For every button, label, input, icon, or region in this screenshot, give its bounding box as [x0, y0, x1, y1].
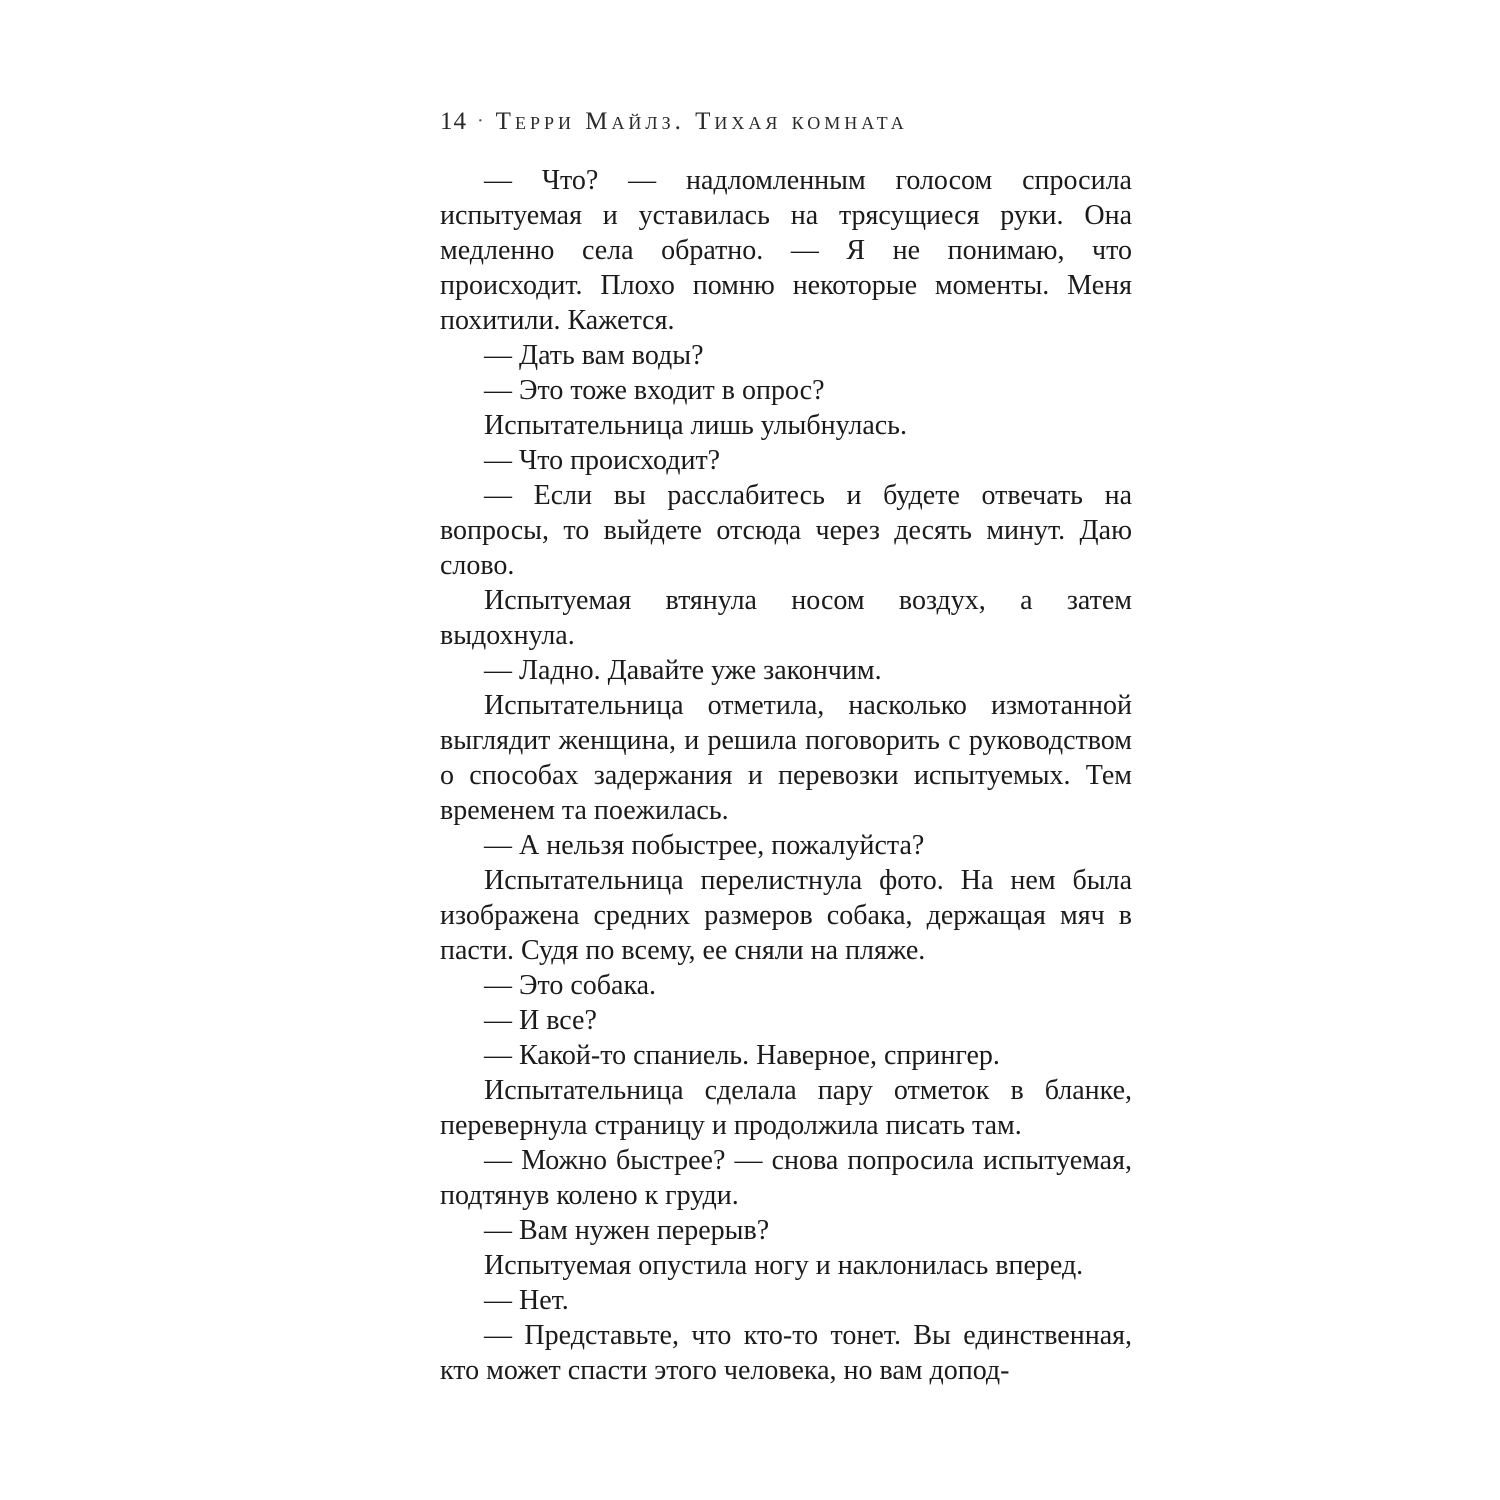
paragraph: — Это собака.	[484, 970, 657, 1001]
paragraph: — Нет.	[484, 1285, 569, 1316]
paragraph: — Можно быстрее? — снова попросила испытуемая, подтянув колено к груди.	[440, 1145, 1132, 1211]
page-header	[440, 108, 1132, 136]
paragraph: — Это тоже входит в опрос?	[484, 375, 825, 406]
paragraph: — А нельзя побыстрее, пожалуйста?	[484, 830, 925, 861]
running-title: Терри Майлз. Тихая комната	[495, 108, 908, 135]
page-number: 14	[440, 108, 467, 135]
paragraph: Испытуемая втянула носом воздух, а затем выдохнула.	[440, 585, 1132, 651]
paragraph: Испытуемая опустила ногу и наклонилась вперед.	[484, 1250, 1084, 1281]
paragraph: — Представьте, что кто-то тонет. Вы единственная, кто может спасти этого человека, но вам допод-	[440, 1320, 1132, 1386]
paragraph: Испытательница отметила, насколько измотанной выглядит женщина, и решила поговорить с руководством о способах задержания и перевозки испытуемых. Тем временем та поежилась.	[440, 690, 1132, 826]
paragraph: Испытательница лишь улыбнулась.	[484, 410, 907, 441]
paragraph: — Что происходит?	[484, 445, 721, 476]
paragraph: — И все?	[484, 1005, 597, 1036]
paragraph: — Какой-то спаниель. Наверное, спрингер.	[484, 1040, 1000, 1071]
paragraph: Испытательница сделала пару отметок в бланке, перевернула страницу и продолжила писать там.	[440, 1075, 1132, 1141]
paragraph: — Ладно. Давайте уже закончим.	[484, 655, 882, 686]
header-separator: ·	[477, 110, 484, 132]
paragraph: — Если вы расслабитесь и будете отвечать на вопросы, то выйдете отсюда через десять минут. Даю слово.	[440, 480, 1132, 581]
paragraph: — Дать вам воды?	[484, 340, 704, 371]
paragraph: — Что? — надломленным голосом спросила испытуемая и уставилась на трясущиеся руки. Она медленно села обратно. — Я не понимаю, что происходит. Плохо помню некоторые моменты. Меня похитили. Кажется.	[440, 165, 1132, 336]
paragraph: Испытательница перелистнула фото. На нем была изображена средних размеров собака, держащая мяч в пасти. Судя по всему, ее сняли на пляже.	[440, 865, 1132, 966]
paragraph: — Вам нужен перерыв?	[484, 1215, 770, 1246]
body-text	[440, 163, 1132, 1388]
